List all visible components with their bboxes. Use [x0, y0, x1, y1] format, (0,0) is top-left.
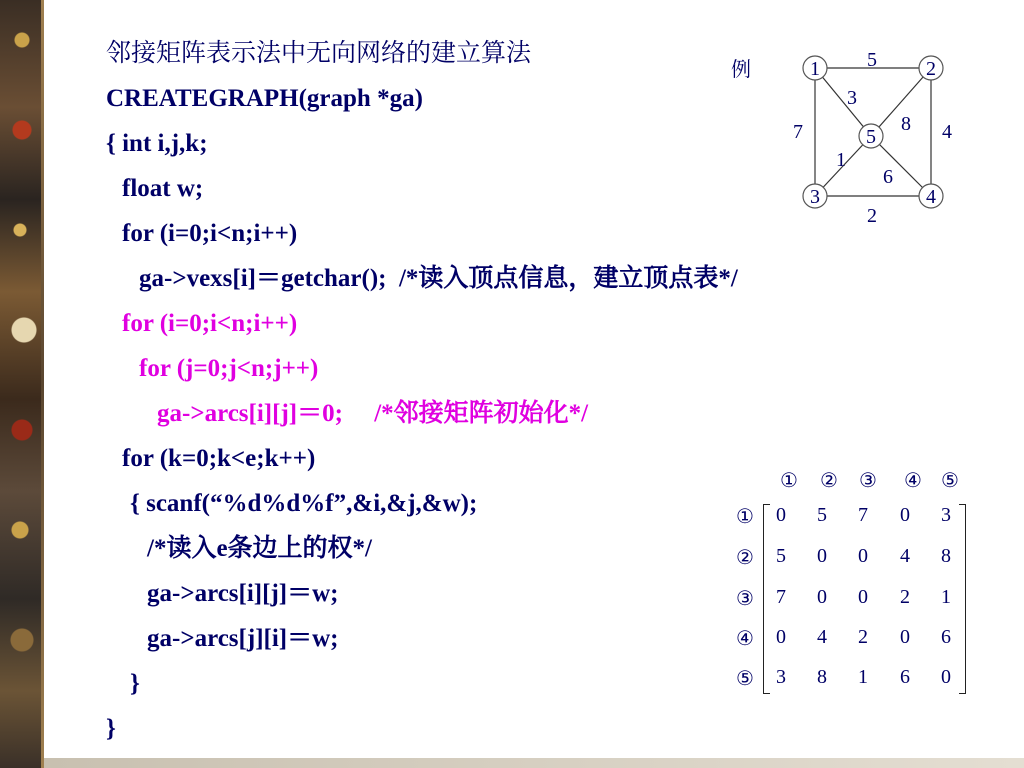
function-signature: CREATEGRAPH(graph *ga)	[106, 85, 423, 112]
matrix-cell: 6	[900, 666, 910, 688]
matrix-cell: 3	[941, 504, 951, 526]
matrix-cell: 0	[817, 586, 827, 608]
svg-text:3: 3	[810, 186, 820, 208]
algorithm-title: 邻接矩阵表示法中无向网络的建立算法	[106, 38, 532, 67]
code-line: { int i,j,k;	[106, 130, 208, 157]
weight-2-4: 4	[942, 121, 952, 143]
matrix-cell: 5	[776, 545, 786, 567]
matrix-col-header: ④	[904, 468, 922, 492]
adjacency-matrix	[730, 466, 990, 696]
decorative-side-strip	[0, 0, 44, 768]
edge-5-4	[871, 136, 931, 196]
graph-node-2	[919, 56, 943, 80]
matrix-col-header: ①	[780, 468, 798, 492]
weight-1-2: 5	[867, 49, 877, 71]
matrix-row-header: ①	[736, 504, 754, 528]
code-line: { scanf(“%d%d%f”,&i,&j,&w);	[130, 490, 478, 517]
matrix-cell: 0	[858, 586, 868, 608]
graph-node-4	[919, 184, 943, 208]
matrix-cell: 6	[941, 626, 951, 648]
matrix-cell: 5	[817, 504, 827, 526]
weight-3-5: 1	[836, 149, 846, 171]
weight-1-3: 7	[793, 121, 803, 143]
matrix-cell: 0	[858, 545, 868, 567]
weight-5-4: 6	[883, 166, 893, 188]
weight-2-5: 8	[901, 113, 911, 135]
matrix-cell: 8	[817, 666, 827, 688]
graph-node-3	[803, 184, 827, 208]
weight-1-5: 3	[847, 87, 857, 109]
matrix-cell: 0	[900, 626, 910, 648]
matrix-cell: 0	[776, 626, 786, 648]
code-line: for (i=0;i<n;i++)	[122, 220, 298, 247]
edge-1-5	[815, 68, 871, 136]
matrix-row-header: ②	[736, 545, 754, 569]
matrix-cell: 7	[858, 504, 868, 526]
code-line: ga->arcs[j][i]＝w;	[147, 625, 339, 652]
matrix-cell: 1	[941, 586, 951, 608]
matrix-cell: 4	[817, 626, 827, 648]
matrix-cell: 0	[900, 504, 910, 526]
graph-node-1	[803, 56, 827, 80]
matrix-row-header: ⑤	[736, 666, 754, 690]
matrix-cell: 8	[941, 545, 951, 567]
code-line: for (j=0;j<n;j++)	[139, 355, 319, 382]
example-label: 例	[731, 59, 751, 81]
code-line: float w;	[122, 175, 204, 202]
bottom-border	[44, 758, 1024, 768]
code-line: }	[106, 715, 116, 742]
svg-text:2: 2	[926, 58, 936, 80]
example-graph	[725, 40, 965, 240]
matrix-cell: 0	[941, 666, 951, 688]
matrix-col-header: ③	[859, 468, 877, 492]
code-line: for (i=0;i<n;i++)	[122, 310, 298, 337]
matrix-cell: 1	[858, 666, 868, 688]
svg-text:1: 1	[810, 58, 820, 80]
graph-node-5	[859, 124, 883, 148]
matrix-cell: 0	[817, 545, 827, 567]
code-line: ga->vexs[i]＝getchar(); /*读入顶点信息，建立顶点表*/	[139, 265, 738, 292]
svg-text:4: 4	[926, 186, 936, 208]
matrix-cell: 3	[776, 666, 786, 688]
matrix-cell: 7	[776, 586, 786, 608]
code-line: ga->arcs[i][j]＝0; /*邻接矩阵初始化*/	[157, 400, 589, 427]
svg-text:5: 5	[866, 126, 876, 148]
matrix-cell: 2	[900, 586, 910, 608]
matrix-row-header: ④	[736, 626, 754, 650]
matrix-cell: 2	[858, 626, 868, 648]
matrix-cell: 4	[900, 545, 910, 567]
code-comment: /*读入e条边上的权*/	[147, 535, 372, 562]
code-line: }	[130, 670, 140, 697]
matrix-cell: 0	[776, 504, 786, 526]
weight-3-4: 2	[867, 205, 877, 227]
code-line: for (k=0;k<e;k++)	[122, 445, 316, 472]
matrix-col-header: ⑤	[941, 468, 959, 492]
matrix-row-header: ③	[736, 586, 754, 610]
code-line: ga->arcs[i][j]＝w;	[147, 580, 339, 607]
matrix-col-header: ②	[820, 468, 838, 492]
